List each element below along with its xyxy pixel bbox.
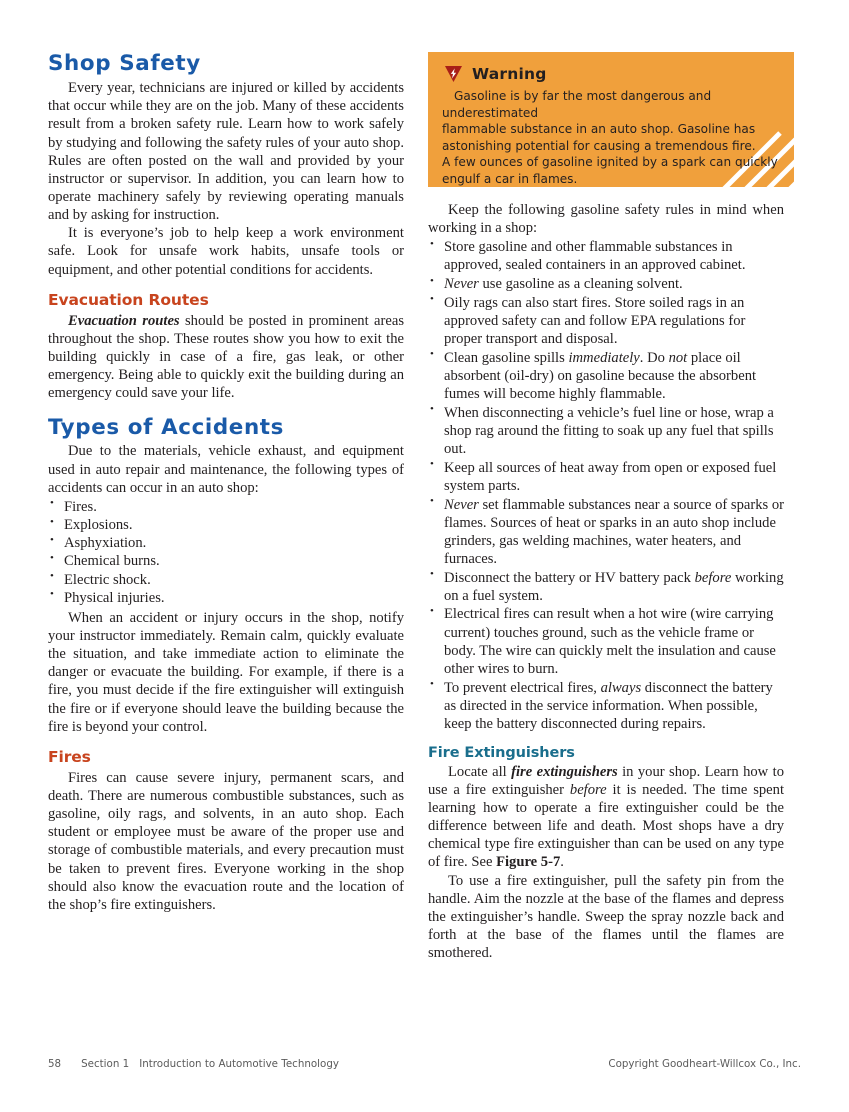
emphasis-run: not — [668, 349, 688, 366]
list-item — [428, 294, 784, 348]
text-run: it is needed. The time spent learning how to operate a fire extinguisher could be the difference between life and death. Most shops have a dry chemical type fire extinguisher than can be used on any type of fire. See — [428, 781, 785, 871]
section-label: Section 1 — [81, 1058, 130, 1070]
text-run: Clean gasoline spills — [444, 349, 569, 366]
list-item — [48, 571, 404, 589]
text-run: . Do — [639, 349, 669, 366]
list-item — [48, 534, 404, 552]
emphasis-run: Never — [444, 276, 479, 293]
list-item — [428, 404, 784, 458]
text-run: Disconnect the battery or HV battery pack — [444, 569, 695, 586]
gasoline-rules-intro: Keep the following gasoline safety rules in mind when working in a shop: — [428, 202, 784, 237]
text-run: Oily rags can also start fires. Store soiled rags in an approved safety can and follow EPA regulations for proper transport and disposal. — [444, 294, 746, 348]
text-run: place oil absorbent (oil-dry) on gasoline because the absorbent fumes will become highly flammable. — [444, 349, 757, 403]
list-item-label: Explosions. — [64, 517, 133, 534]
heading-fire-extinguishers: Fire Extinguishers — [428, 745, 575, 762]
heading-evacuation-routes: Evacuation Routes — [48, 290, 209, 309]
intro-paragraph-1: Every year, technicians are injured or killed by accidents that occur while they are on the job. Many of these accidents result from a broken safety rule. Learn how to work safely by studying and following the safety rules of your auto shop. Rules are often posted on the wall and provided by your instructor or supervisor. In addition, you can learn how to operate machinery safely by reviewing operating manuals and by asking for instruction. — [48, 80, 404, 224]
warning-header — [444, 65, 778, 83]
text-run: working on a fuel system. — [444, 569, 784, 604]
list-item-label: Electric shock. — [64, 571, 151, 588]
intro-paragraph-2: It is everyone’s job to help keep a work environment safe. Look for unsafe work habits, unsafe tools or equipment, and other potential conditions for accidents. — [48, 225, 404, 278]
left-column — [48, 52, 404, 914]
evacuation-paragraph — [48, 312, 404, 403]
emphasis-run: before — [694, 569, 732, 586]
warning-line: astonishing potential for causing a tremendous fire. — [442, 138, 756, 153]
text-run: in your shop. Learn how to use a fire extinguisher — [428, 763, 784, 798]
text-run: disconnect the battery as directed in the service information. When possible, keep the battery disconnected during repairs. — [444, 679, 773, 732]
text-run: use gasoline as a cleaning solvent. — [478, 276, 683, 293]
list-item — [428, 496, 784, 569]
text-run: Store gasoline and other flammable substances in approved, sealed containers in an approved cabinet. — [444, 239, 746, 274]
heading-fires: Fires — [48, 747, 91, 766]
page-title: Shop Safety — [48, 51, 201, 75]
warning-body-text — [442, 88, 778, 187]
emphasis-before: before — [569, 781, 607, 798]
list-item — [428, 605, 784, 678]
warning-line: engulf a car in flames. — [442, 171, 578, 186]
heading-types-of-accidents: Types of Accidents — [48, 415, 285, 440]
list-item — [428, 238, 784, 274]
list-item — [428, 349, 784, 403]
list-item-label: Asphyxiation. — [64, 535, 147, 552]
evacuation-paragraph-rest: should be posted in prominent areas throughout the shop. These routes show you how to exit the building quickly in case of a fire, gas leak, or other emergency. Being able to quickly exit the building during an emergency could save your life. — [48, 312, 404, 402]
fire-extinguishers-paragraph-1 — [428, 763, 784, 872]
text-run: Electrical fires can result when a hot wire (wire carrying current) touches ground, such as the vehicle frame or body. The wire can quickly melt the insulation and cause other wires to burn. — [444, 606, 776, 677]
footer-left — [48, 1058, 339, 1070]
text-run: . — [560, 854, 564, 871]
section-title: Introduction to Automotive Technology — [139, 1058, 339, 1070]
emphasis-run: always — [600, 679, 642, 696]
list-item — [428, 275, 784, 293]
text-run: Locate all — [448, 763, 512, 780]
fires-paragraph: Fires can cause severe injury, permanent scars, and death. There are numerous combustible substances, such as gasoline, oily rags, and solvents, in an auto shop. Each student or employee must be aware of the proper use and storage of combustible materials, and every precaution must be taken to prevent fires. Everyone working in the shop should also know the evacuation route and the location of the shop’s fire extinguishers. — [48, 769, 404, 913]
fire-extinguishers-paragraph-2: To use a fire extinguisher, pull the safety pin from the handle. Aim the nozzle at the base of the flames and depress the extinguisher’s handle. Sweep the spray nozzle back and forth at the base of the flames until the flames are smothered. — [428, 872, 784, 962]
figure-reference: Figure 5-7 — [496, 854, 561, 871]
list-item — [428, 679, 784, 733]
term-evacuation-routes: Evacuation routes — [68, 312, 180, 329]
text-run: set flammable substances near a source of sparks or flames. Sources of heat or sparks in an auto shop include grinders, gas welding machines, water heaters, and furnaces. — [444, 496, 785, 567]
list-item — [48, 552, 404, 570]
text-run: To prevent electrical fires, — [444, 679, 601, 696]
page-number: 58 — [48, 1058, 62, 1070]
warning-title: Warning — [472, 65, 547, 83]
accident-types-list — [48, 498, 404, 607]
accidents-paragraph-after: When an accident or injury occurs in the shop, notify your instructor immediately. Remain calm, quickly evaluate the situation, and take immediate action to eliminate the danger or evacuate the building. For example, if there is a fire, you must decide if the fire extinguisher will extinguish the fire or if everyone should leave the building because the fire is beyond your control. — [48, 609, 404, 735]
warning-line: flammable substance in an auto shop. Gasoline has — [442, 122, 756, 136]
right-column — [428, 52, 784, 962]
copyright-notice: Copyright Goodheart-Willcox Co., Inc. — [608, 1058, 801, 1070]
list-item — [48, 498, 404, 516]
warning-triangle-bolt-icon — [444, 65, 463, 83]
two-column-body — [48, 52, 800, 972]
list-item — [428, 569, 784, 605]
list-item-label: Chemical burns. — [64, 553, 160, 570]
text-run: Keep all sources of heat away from open or exposed fuel system parts. — [444, 459, 777, 494]
emphasis-run: Never — [444, 496, 479, 513]
accidents-paragraph: Due to the materials, vehicle exhaust, and equipment used in auto repair and maintenance, the following types of accidents can occur in an auto shop: — [48, 443, 404, 496]
page-footer — [48, 1056, 801, 1072]
list-item — [428, 459, 784, 495]
emphasis-run: immediately — [568, 349, 640, 366]
text-run: When disconnecting a vehicle’s fuel line or hose, wrap a shop rag around the fitting to soak up any fuel that spills out. — [444, 404, 774, 458]
list-item — [48, 589, 404, 607]
list-item-label: Physical injuries. — [64, 589, 165, 606]
warning-line: A few ounces of gasoline ignited by a spark can quickly — [442, 155, 778, 169]
list-item-label: Fires. — [64, 498, 97, 515]
warning-callout-box — [428, 52, 794, 187]
gasoline-safety-rules-list — [428, 238, 784, 733]
term-fire-extinguishers: fire extinguishers — [511, 763, 618, 780]
list-item — [48, 516, 404, 534]
warning-line: Gasoline is by far the most dangerous and underestimated — [442, 89, 712, 120]
